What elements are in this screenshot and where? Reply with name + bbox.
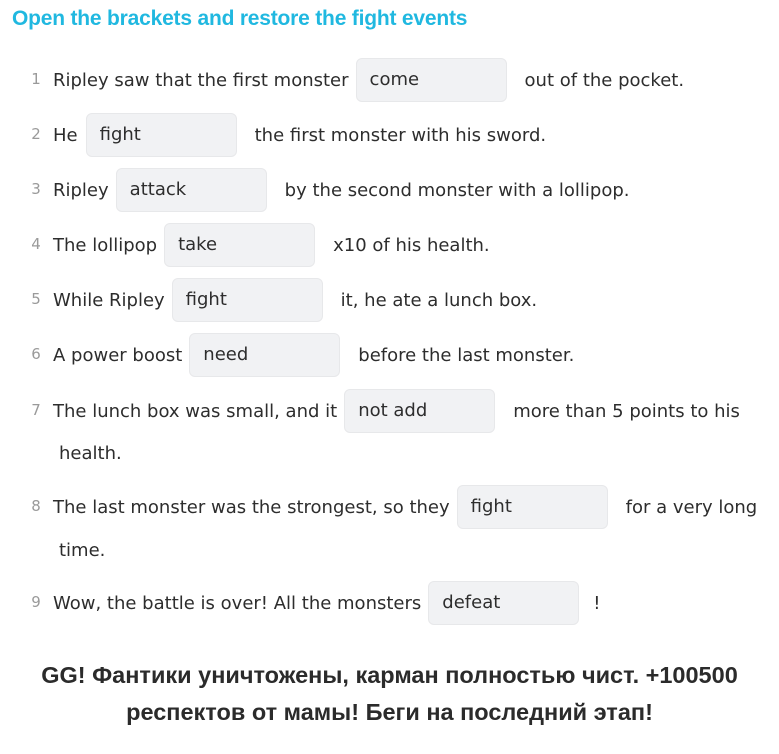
answer-input-1[interactable] [356, 58, 507, 102]
item-text-continued: time. [59, 540, 106, 561]
item-text-after: before the last monster. [358, 344, 575, 366]
completion-message [0, 657, 779, 731]
item-text-after: it, he ate a lunch box. [340, 289, 538, 311]
item-text-after: more than 5 points to his [513, 400, 740, 422]
item-text-after: the first monster with his sword. [254, 124, 547, 146]
item-text-before: While Ripley [53, 289, 165, 311]
completion-message-line-2: респектов от мамы! Беги на последний этап! [126, 699, 653, 725]
item-text-before: The last monster was the strongest, so they [53, 496, 450, 518]
item-text-before: A power boost [53, 344, 183, 366]
completion-message-line-1: GG! Фантики уничтожены, карман полностью чист. +100500 [41, 662, 738, 688]
answer-input-7[interactable] [344, 389, 495, 433]
answer-input-5[interactable] [172, 278, 323, 322]
item-text-after: out of the pocket. [524, 69, 685, 91]
answer-input-6[interactable] [189, 333, 340, 377]
item-text-after: x10 of his health. [333, 234, 490, 256]
item-number: 4 [31, 235, 41, 253]
item-text-before: He [53, 124, 78, 146]
answer-input-8[interactable] [457, 485, 608, 529]
item-number: 8 [31, 497, 41, 515]
item-number: 6 [31, 345, 41, 363]
item-text-before: Ripley [53, 179, 109, 201]
answer-input-4[interactable] [164, 223, 315, 267]
item-text-continued: health. [59, 443, 122, 464]
item-text-after: ! [593, 592, 601, 614]
item-number: 5 [31, 290, 41, 308]
item-text-after: for a very long [625, 496, 758, 518]
item-text-before: Ripley saw that the first monster [53, 69, 349, 91]
item-number: 1 [31, 70, 41, 88]
item-number: 9 [31, 593, 41, 611]
answer-input-9[interactable] [428, 581, 579, 625]
item-text-before: Wow, the battle is over! All the monsters [53, 592, 422, 614]
item-number: 2 [31, 125, 41, 143]
item-text-after: by the second monster with a lollipop. [284, 179, 630, 201]
item-number: 3 [31, 180, 41, 198]
item-text-before: The lollipop [53, 234, 158, 256]
item-text-before: The lunch box was small, and it [53, 400, 338, 422]
answer-input-2[interactable] [86, 113, 237, 157]
answer-input-3[interactable] [116, 168, 267, 212]
item-number: 7 [31, 401, 41, 419]
exercise-title: Open the brackets and restore the fight events [12, 7, 468, 30]
